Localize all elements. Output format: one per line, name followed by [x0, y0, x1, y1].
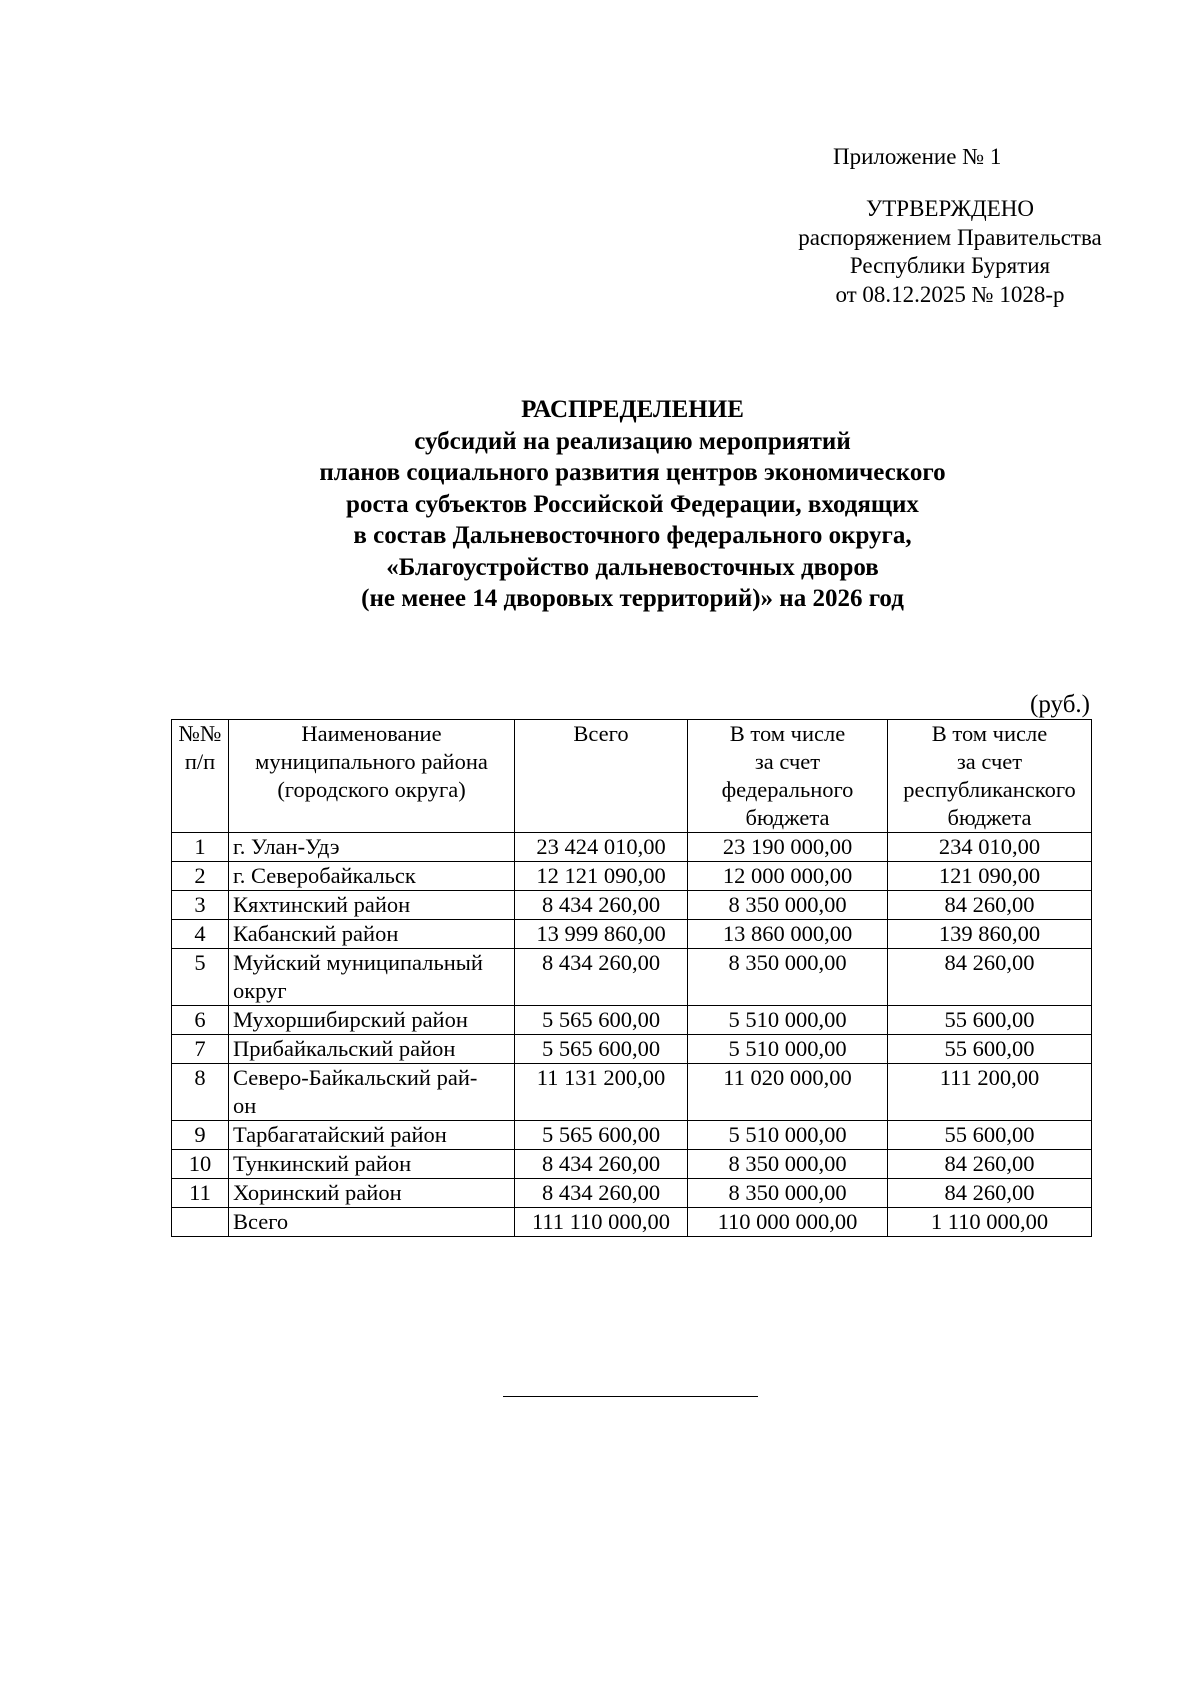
row-federal-amount: 5 510 000,00 [688, 1121, 888, 1150]
row-number: 4 [172, 920, 229, 949]
row-total-amount: 111 110 000,00 [515, 1208, 688, 1237]
title-line: «Благоустройство дальневосточных дворов [386, 553, 879, 581]
row-number: 1 [172, 833, 229, 862]
row-total-amount: 8 434 260,00 [515, 1150, 688, 1179]
row-federal-amount: 13 860 000,00 [688, 920, 888, 949]
row-republic-amount: 84 260,00 [888, 1150, 1092, 1179]
row-district-name: Северо-Байкальский рай- он [229, 1064, 515, 1121]
row-federal-amount: 11 020 000,00 [688, 1064, 888, 1121]
table-row [172, 833, 1092, 862]
row-republic-amount: 84 260,00 [888, 1179, 1092, 1208]
table-row [172, 862, 1092, 891]
row-republic-amount: 1 110 000,00 [888, 1208, 1092, 1237]
table-total-row [172, 1208, 1092, 1237]
row-district-name: Хоринский район [229, 1179, 515, 1208]
table-row [172, 920, 1092, 949]
row-number: 5 [172, 949, 229, 1006]
table-row [172, 1150, 1092, 1179]
row-district-name: Муйский муниципальный округ [229, 949, 515, 1006]
column-header-total: Всего [515, 720, 688, 833]
table-row [172, 1179, 1092, 1208]
table-row [172, 1064, 1092, 1121]
row-total-amount: 8 434 260,00 [515, 1179, 688, 1208]
row-federal-amount: 8 350 000,00 [688, 1179, 888, 1208]
row-total-amount: 23 424 010,00 [515, 833, 688, 862]
approval-line: Республики Бурятия [849, 253, 1051, 278]
table-row [172, 1006, 1092, 1035]
approval-line: распоряжением Правительства [798, 224, 1102, 250]
table-body [172, 833, 1092, 1237]
row-number: 3 [172, 891, 229, 920]
row-total-amount: 5 565 600,00 [515, 1035, 688, 1064]
title-line: (не менее 14 дворовых территорий)» на 2026 год [361, 585, 904, 612]
appendix-label: Приложение № 1 [833, 144, 1002, 169]
row-federal-amount: 23 190 000,00 [688, 833, 888, 862]
row-total-amount: 8 434 260,00 [515, 891, 688, 920]
table-row [172, 1121, 1092, 1150]
subsidy-table [171, 719, 1092, 1237]
row-district-name: Всего [229, 1208, 515, 1237]
title-line: роста субъектов Российской Федерации, входящих [346, 490, 919, 518]
row-district-name: Мухоршибирский район [229, 1006, 515, 1035]
row-number: 7 [172, 1035, 229, 1064]
row-republic-amount: 234 010,00 [888, 833, 1092, 862]
row-number: 11 [172, 1179, 229, 1208]
row-republic-amount: 55 600,00 [888, 1035, 1092, 1064]
column-header-number: №№ п/п [172, 720, 229, 833]
row-district-name: Кяхтинский район [229, 891, 515, 920]
column-header-name: Наименование муниципального района (городского округа) [229, 720, 515, 833]
row-republic-amount: 55 600,00 [888, 1006, 1092, 1035]
row-number: 6 [172, 1006, 229, 1035]
row-total-amount: 11 131 200,00 [515, 1064, 688, 1121]
title-line: в состав Дальневосточного федерального округа, [353, 522, 912, 549]
title-line: субсидий на реализацию мероприятий [414, 427, 851, 455]
document-title [150, 394, 1115, 615]
row-district-name: Тункинский район [229, 1150, 515, 1179]
row-republic-amount: 139 860,00 [888, 920, 1092, 949]
row-total-amount: 12 121 090,00 [515, 862, 688, 891]
row-district-name: г. Улан-Удэ [229, 833, 515, 862]
currency-unit: (руб.) [1030, 691, 1090, 718]
row-number: 8 [172, 1064, 229, 1121]
row-federal-amount: 5 510 000,00 [688, 1006, 888, 1035]
row-district-name: г. Северобайкальск [229, 862, 515, 891]
end-divider-line [503, 1396, 758, 1397]
row-republic-amount: 84 260,00 [888, 891, 1092, 920]
table-row [172, 891, 1092, 920]
row-total-amount: 5 565 600,00 [515, 1006, 688, 1035]
row-total-amount: 13 999 860,00 [515, 920, 688, 949]
row-number [172, 1208, 229, 1237]
column-header-federal: В том числе за счет федерального бюджета [688, 720, 888, 833]
row-federal-amount: 8 350 000,00 [688, 949, 888, 1006]
table-header-row [172, 720, 1092, 833]
row-federal-amount: 8 350 000,00 [688, 1150, 888, 1179]
row-federal-amount: 12 000 000,00 [688, 862, 888, 891]
row-number: 2 [172, 862, 229, 891]
approval-heading: УТРВЕРЖДЕНО [865, 196, 1035, 221]
title-line: РАСПРЕДЕЛЕНИЕ [521, 396, 744, 423]
row-federal-amount: 8 350 000,00 [688, 891, 888, 920]
row-federal-amount: 110 000 000,00 [688, 1208, 888, 1237]
column-header-republic: В том числе за счет республиканского бюджета [888, 720, 1092, 833]
approval-date-line: от 08.12.2025 № 1028-р [835, 281, 1065, 307]
row-total-amount: 5 565 600,00 [515, 1121, 688, 1150]
row-republic-amount: 55 600,00 [888, 1121, 1092, 1150]
row-republic-amount: 84 260,00 [888, 949, 1092, 1006]
row-republic-amount: 121 090,00 [888, 862, 1092, 891]
row-number: 9 [172, 1121, 229, 1150]
row-federal-amount: 5 510 000,00 [688, 1035, 888, 1064]
row-number: 10 [172, 1150, 229, 1179]
title-line: планов социального развития центров экономического [319, 459, 946, 486]
row-total-amount: 8 434 260,00 [515, 949, 688, 1006]
table-row [172, 1035, 1092, 1064]
row-republic-amount: 111 200,00 [888, 1064, 1092, 1121]
row-district-name: Кабанский район [229, 920, 515, 949]
table-row [172, 949, 1092, 1006]
approval-stamp [700, 195, 1200, 309]
row-district-name: Тарбагатайский район [229, 1121, 515, 1150]
row-district-name: Прибайкальский район [229, 1035, 515, 1064]
